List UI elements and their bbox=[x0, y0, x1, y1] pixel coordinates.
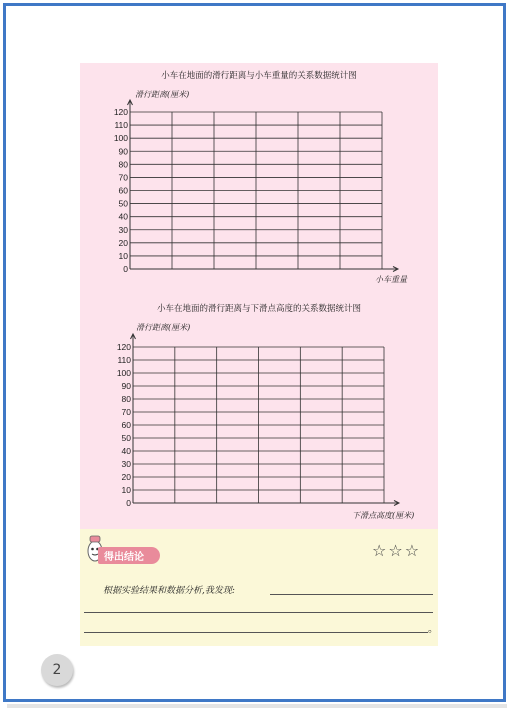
y-tick-label: 60 bbox=[118, 185, 128, 196]
y-tick-label: 0 bbox=[126, 498, 131, 508]
chart2-title: 小车在地面的滑行距离与下滑点高度的关系数据统计图 bbox=[156, 304, 361, 314]
y-tick-label: 120 bbox=[116, 342, 131, 352]
y-tick-label: 20 bbox=[121, 472, 131, 482]
y-tick-label: 60 bbox=[121, 420, 131, 430]
y-tick-label: 100 bbox=[116, 368, 131, 378]
y-tick-label: 0 bbox=[123, 264, 128, 274]
chart1-grid bbox=[114, 100, 398, 274]
y-tick-label: 90 bbox=[118, 146, 128, 157]
y-tick-label: 70 bbox=[121, 407, 131, 417]
answer-end-mark: 。 bbox=[428, 624, 438, 635]
y-tick-label: 80 bbox=[118, 159, 128, 170]
y-tick-label: 10 bbox=[121, 485, 131, 495]
conclusion-badge-label: 得出结论 bbox=[104, 552, 144, 563]
y-tick-label: 110 bbox=[117, 355, 131, 365]
y-tick-label: 120 bbox=[113, 107, 128, 117]
y-tick-label: 80 bbox=[121, 394, 131, 404]
y-tick-label: 100 bbox=[113, 133, 128, 144]
y-tick-label: 50 bbox=[121, 433, 131, 443]
y-tick-label: 20 bbox=[118, 237, 128, 248]
y-tick-label: 30 bbox=[121, 459, 131, 469]
chart1-xlabel: 小车重量 bbox=[375, 275, 407, 284]
answer-line-2 bbox=[84, 612, 433, 613]
y-tick-label: 70 bbox=[118, 172, 128, 183]
y-tick-label: 10 bbox=[118, 250, 128, 261]
y-tick-label: 90 bbox=[121, 381, 131, 391]
chart2-xlabel: 下滑点高度(厘米) bbox=[352, 511, 415, 520]
y-tick-label: 40 bbox=[121, 446, 131, 456]
chart1-ylabel: 滑行距离(厘米) bbox=[135, 90, 190, 99]
y-tick-label: 40 bbox=[118, 211, 128, 222]
rating-stars: ☆☆☆ bbox=[372, 541, 422, 560]
y-tick-label: 30 bbox=[118, 224, 128, 235]
answer-line-1 bbox=[270, 594, 433, 595]
answer-line-3 bbox=[84, 632, 428, 633]
conclusion-prompt: 根据实验结果和数据分析,我发现: bbox=[103, 586, 235, 596]
y-tick-label: 110 bbox=[114, 120, 128, 131]
page-number: 2 bbox=[41, 654, 73, 686]
chart1-title: 小车在地面的滑行距离与小车重量的关系数据统计图 bbox=[161, 71, 357, 81]
chart2-grid bbox=[117, 334, 399, 508]
chart2-ylabel: 滑行距离(厘米) bbox=[136, 323, 191, 332]
y-tick-label: 50 bbox=[118, 198, 128, 209]
